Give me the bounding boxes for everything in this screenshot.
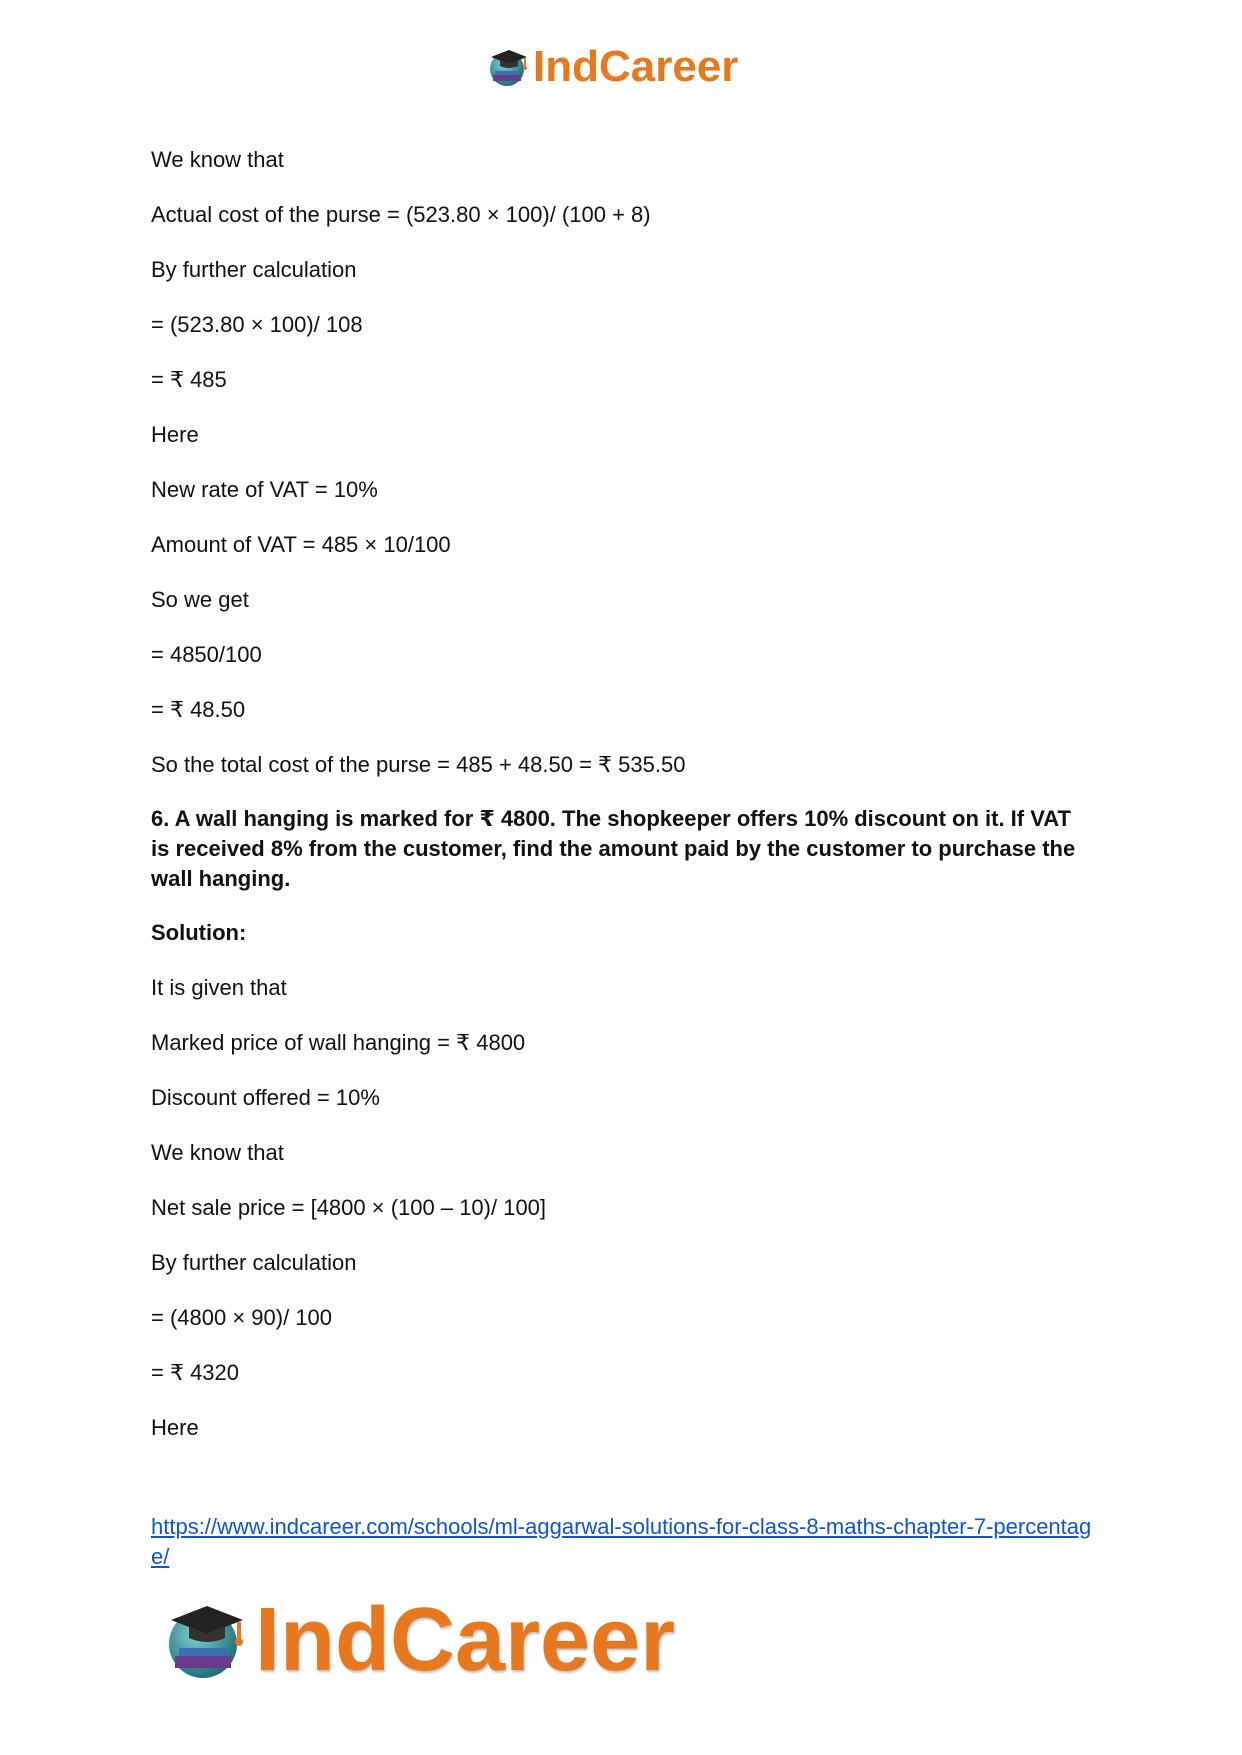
text-line: Amount of VAT = 485 × 10/100 xyxy=(151,532,451,557)
header-logo xyxy=(487,42,738,92)
text-line: New rate of VAT = 10% xyxy=(151,477,378,502)
text-line: = ₹ 485 xyxy=(151,367,227,392)
text-line: Actual cost of the purse = (523.80 × 100)/ (100 + 8) xyxy=(151,202,651,227)
footer-logo-text: IndCareer xyxy=(255,1590,676,1690)
text-line: So the total cost of the purse = 485 + 48.50 = ₹ 535.50 xyxy=(151,752,686,777)
text-line: Discount offered = 10% xyxy=(151,1085,380,1110)
solution-heading: Solution: xyxy=(151,920,247,945)
text-line: = 4850/100 xyxy=(151,642,262,667)
header-logo-text: IndCareer xyxy=(533,42,739,91)
text-line: = (4800 × 90)/ 100 xyxy=(151,1305,333,1330)
text-line: Marked price of wall hanging = ₹ 4800 xyxy=(151,1030,526,1055)
question-text: 6. A wall hanging is marked for ₹ 4800. The shopkeeper offers 10% discount on it. If VAT is received 8% from the customer, find the amount paid by the customer to purchase the wall hanging. xyxy=(151,806,1076,891)
text-line: = ₹ 4320 xyxy=(151,1360,240,1385)
graduation-cap-globe-books-icon xyxy=(163,1596,251,1684)
footer-logo xyxy=(163,1590,675,1690)
text-line: By further calculation xyxy=(151,257,357,282)
text-line: Here xyxy=(151,422,199,447)
source-link[interactable]: https://www.indcareer.com/schools/ml-aggarwal-solutions-for-class-8-maths-chapter-7-percentage/ xyxy=(151,1514,1092,1569)
text-line: Net sale price = [4800 × (100 – 10)/ 100] xyxy=(151,1195,547,1220)
text-line: We know that xyxy=(151,147,284,172)
document-body xyxy=(151,146,1101,1469)
text-line: Here xyxy=(151,1415,199,1440)
text-line: = ₹ 48.50 xyxy=(151,697,246,722)
text-line: It is given that xyxy=(151,975,287,1000)
text-line: We know that xyxy=(151,1140,284,1165)
text-line: By further calculation xyxy=(151,1250,357,1275)
text-line: = (523.80 × 100)/ 108 xyxy=(151,312,363,337)
text-line: So we get xyxy=(151,587,249,612)
graduation-cap-globe-books-icon xyxy=(487,45,531,89)
